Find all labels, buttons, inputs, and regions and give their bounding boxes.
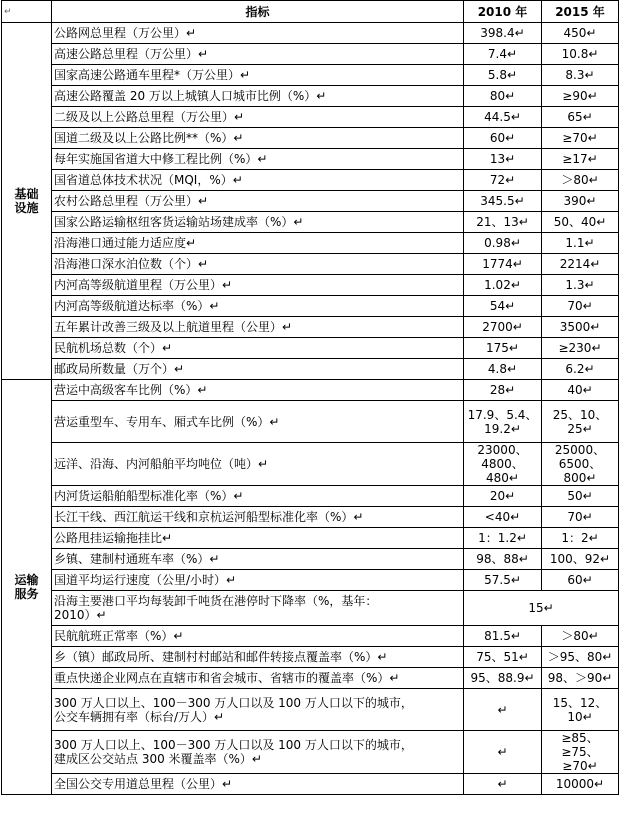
indicator-name-cell: 沿海港口通过能力适应度↵: [52, 233, 464, 254]
table-row: [2, 528, 619, 549]
value-2015-cell: ＞80↵: [542, 626, 619, 647]
value-2015-cell: 1.1↵: [542, 233, 619, 254]
category-cell: 基础 设施: [2, 23, 52, 380]
table-row: [2, 317, 619, 338]
value-2010-cell: 2700↵: [464, 317, 542, 338]
indicator-name-cell: 沿海港口深水泊位数（个）↵: [52, 254, 464, 275]
value-2015-cell: 15、12、 10↵: [542, 689, 619, 731]
table-row: [2, 570, 619, 591]
table-row: [2, 65, 619, 86]
table-row: [2, 233, 619, 254]
header-2015: 2015 年: [542, 1, 619, 23]
value-2010-cell: 44.5↵: [464, 107, 542, 128]
value-2010-cell: 72↵: [464, 170, 542, 191]
value-2015-cell: 2214↵: [542, 254, 619, 275]
table-row: [2, 191, 619, 212]
value-2010-cell: 175↵: [464, 338, 542, 359]
indicator-table: [1, 0, 619, 795]
value-2010-cell: 0.98↵: [464, 233, 542, 254]
table-row: [2, 296, 619, 317]
value-2015-cell: 50↵: [542, 486, 619, 507]
value-2010-cell: 21、13↵: [464, 212, 542, 233]
table-row: [2, 591, 619, 626]
table-row: [2, 647, 619, 668]
value-2015-cell: ＞80↵: [542, 170, 619, 191]
value-2015-cell: 450↵: [542, 23, 619, 44]
value-2015-cell: 8.3↵: [542, 65, 619, 86]
value-2015-cell: 1.3↵: [542, 275, 619, 296]
indicator-name-cell: 高速公路总里程（万公里）↵: [52, 44, 464, 65]
value-2010-cell: 98、88↵: [464, 549, 542, 570]
table-row: [2, 401, 619, 443]
category-cell: 运输 服务: [2, 380, 52, 795]
value-2010-cell: 23000、 4800、480↵: [464, 443, 542, 486]
value-2010-cell: 13↵: [464, 149, 542, 170]
value-2015-cell: 390↵: [542, 191, 619, 212]
indicator-name-cell: 营运重型车、专用车、厢式车比例（%）↵: [52, 401, 464, 443]
header-indicator: 指标: [52, 1, 464, 23]
table-row: [2, 44, 619, 65]
indicator-name-cell: 远洋、沿海、内河船舶平均吨位（吨）↵: [52, 443, 464, 486]
value-2010-cell: 17.9、5.4、 19.2↵: [464, 401, 542, 443]
value-2015-cell: ≥17↵: [542, 149, 619, 170]
indicator-name-cell: 内河高等级航道里程（万公里）↵: [52, 275, 464, 296]
table-row: [2, 380, 619, 401]
merged-value-cell: 15↵: [464, 591, 619, 626]
table-row: [2, 254, 619, 275]
value-2015-cell: ≥90↵: [542, 86, 619, 107]
table-body: [2, 23, 619, 795]
indicator-name-cell: 国省道总体技术状况（MQI，%）↵: [52, 170, 464, 191]
indicator-name-cell: 国家公路运输枢纽客货运输站场建成率（%）↵: [52, 212, 464, 233]
value-2010-cell: 1：1.2↵: [464, 528, 542, 549]
indicator-name-cell: 每年实施国省道大中修工程比例（%）↵: [52, 149, 464, 170]
value-2015-cell: 50、40↵: [542, 212, 619, 233]
indicator-name-cell: 重点快递企业网点在直辖市和省会城市、省辖市的覆盖率（%）↵: [52, 668, 464, 689]
value-2015-cell: 25000、 6500、800↵: [542, 443, 619, 486]
header-2010: 2010 年: [464, 1, 542, 23]
value-2015-cell: 100、92↵: [542, 549, 619, 570]
table-row: [2, 689, 619, 731]
table-row: [2, 731, 619, 774]
value-2010-cell: 75、51↵: [464, 647, 542, 668]
indicator-name-cell: 国道二级及以上公路比例**（%）↵: [52, 128, 464, 149]
table-row: [2, 170, 619, 191]
value-2010-cell: 398.4↵: [464, 23, 542, 44]
value-2015-cell: 40↵: [542, 380, 619, 401]
table-row: [2, 486, 619, 507]
value-2015-cell: ＞95、80↵: [542, 647, 619, 668]
value-2015-cell: ≥70↵: [542, 128, 619, 149]
indicator-name-cell: 乡（镇）邮政局所、建制村村邮站和邮件转接点覆盖率（%）↵: [52, 647, 464, 668]
indicator-name-cell: 民航航班正常率（%）↵: [52, 626, 464, 647]
value-2015-cell: 60↵: [542, 570, 619, 591]
indicator-name-cell: 乡镇、建制村通班车率（%）↵: [52, 549, 464, 570]
indicator-name-cell: 内河货运船舶船型标准化率（%）↵: [52, 486, 464, 507]
value-2010-cell: 1.02↵: [464, 275, 542, 296]
value-2010-cell: 345.5↵: [464, 191, 542, 212]
value-2010-cell: 57.5↵: [464, 570, 542, 591]
indicator-name-cell: 国道平均运行速度（公里/小时）↵: [52, 570, 464, 591]
value-2015-cell: 10.8↵: [542, 44, 619, 65]
value-2015-cell: 6.2↵: [542, 359, 619, 380]
table-row: [2, 23, 619, 44]
value-2010-cell: 20↵: [464, 486, 542, 507]
indicator-name-cell: 300 万人口以上、100－300 万人口以及 100 万人口以下的城市， 公交车辆拥有率（标台/万人）↵: [52, 689, 464, 731]
indicator-name-cell: 农村公路总里程（万公里）↵: [52, 191, 464, 212]
value-2010-cell: 54↵: [464, 296, 542, 317]
table-row: [2, 149, 619, 170]
indicator-name-cell: 营运中高级客车比例（%）↵: [52, 380, 464, 401]
table-row: [2, 443, 619, 486]
table-row: [2, 626, 619, 647]
indicator-name-cell: 二级及以上公路总里程（万公里）↵: [52, 107, 464, 128]
value-2015-cell: 1：2↵: [542, 528, 619, 549]
value-2015-cell: 3500↵: [542, 317, 619, 338]
header-corner: ↵: [2, 1, 52, 23]
value-2010-cell: ↵: [464, 731, 542, 774]
indicator-name-cell: 300 万人口以上、100－300 万人口以及 100 万人口以下的城市， 建成区公交站点 300 米覆盖率（%）↵: [52, 731, 464, 774]
table-row: [2, 668, 619, 689]
table-row: [2, 275, 619, 296]
table-row: [2, 128, 619, 149]
value-2010-cell: ↵: [464, 774, 542, 795]
value-2010-cell: 81.5↵: [464, 626, 542, 647]
indicator-name-cell: 公路网总里程（万公里）↵: [52, 23, 464, 44]
value-2015-cell: 70↵: [542, 296, 619, 317]
value-2015-cell: 25、10、 25↵: [542, 401, 619, 443]
indicator-name-cell: 公路甩挂运输拖挂比↵: [52, 528, 464, 549]
value-2010-cell: ↵: [464, 689, 542, 731]
value-2015-cell: 65↵: [542, 107, 619, 128]
value-2015-cell: ≥85、 ≥75、≥70↵: [542, 731, 619, 774]
indicator-name-cell: 五年累计改善三级及以上航道里程（公里）↵: [52, 317, 464, 338]
value-2015-cell: 70↵: [542, 507, 619, 528]
value-2010-cell: 4.8↵: [464, 359, 542, 380]
table-row: [2, 86, 619, 107]
table-header-row: [2, 1, 619, 23]
value-2015-cell: ≥230↵: [542, 338, 619, 359]
value-2015-cell: 98、＞90↵: [542, 668, 619, 689]
value-2010-cell: 95、88.9↵: [464, 668, 542, 689]
indicator-name-cell: 长江干线、西江航运干线和京杭运河船型标准化率（%）↵: [52, 507, 464, 528]
indicator-name-cell: 民航机场总数（个）↵: [52, 338, 464, 359]
value-2010-cell: 60↵: [464, 128, 542, 149]
value-2010-cell: 1774↵: [464, 254, 542, 275]
table-row: [2, 507, 619, 528]
table-row: [2, 359, 619, 380]
indicator-name-cell: 沿海主要港口平均每装卸千吨货在港停时下降率（%，基年： 2010）↵: [52, 591, 464, 626]
indicator-name-cell: 内河高等级航道达标率（%）↵: [52, 296, 464, 317]
indicator-name-cell: 邮政局所数量（万个）↵: [52, 359, 464, 380]
value-2010-cell: 28↵: [464, 380, 542, 401]
indicator-name-cell: 国家高速公路通车里程*（万公里）↵: [52, 65, 464, 86]
value-2010-cell: 80↵: [464, 86, 542, 107]
value-2010-cell: 5.8↵: [464, 65, 542, 86]
table-row: [2, 774, 619, 795]
value-2010-cell: 7.4↵: [464, 44, 542, 65]
table-row: [2, 338, 619, 359]
table-row: [2, 549, 619, 570]
table-row: [2, 107, 619, 128]
indicator-name-cell: 高速公路覆盖 20 万以上城镇人口城市比例（%）↵: [52, 86, 464, 107]
value-2010-cell: <40↵: [464, 507, 542, 528]
value-2015-cell: 10000↵: [542, 774, 619, 795]
indicator-name-cell: 全国公交专用道总里程（公里）↵: [52, 774, 464, 795]
table-row: [2, 212, 619, 233]
